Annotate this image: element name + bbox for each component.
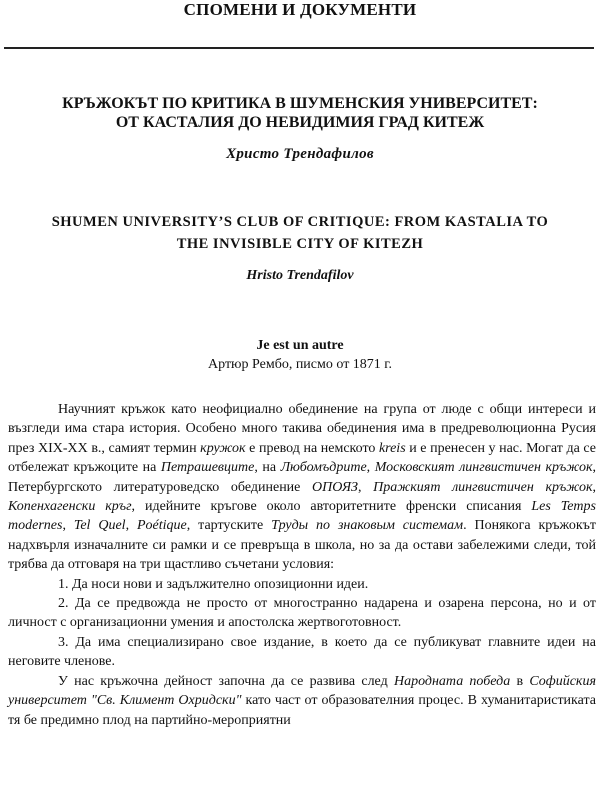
term-copenhagen-circle: Копенхагенски кръг xyxy=(8,499,132,515)
list-item-1: 1. Да носи нови и задължително опозиционни идеи. xyxy=(58,576,369,592)
term-tel-quel: Tel Quel xyxy=(73,518,126,534)
section-title: СПОМЕНИ И ДОКУМЕНТИ xyxy=(183,0,417,19)
author-name-bg: Христо Трендафилов xyxy=(226,146,374,162)
article-title-bg-line2: ОТ КАСТАЛИЯ ДО НЕВИДИМИЯ ГРАД КИТЕЖ xyxy=(115,114,485,131)
article-title-en-line2: THE INVISIBLE CITY OF KITEZH xyxy=(176,236,424,252)
header-divider xyxy=(4,47,594,49)
text-run: като част от образователния процес. В хуманитаристиката тя бе предимно плод на партийно-мероприятни xyxy=(8,693,596,728)
term-moscow-circle: Московският лингвистичен кръжок xyxy=(374,460,593,476)
term-prague-circle: Пражкият лингвистичен кръжок xyxy=(373,479,593,495)
term-kreis: kreis xyxy=(378,440,406,456)
epigraph-quote: Je est un autre xyxy=(256,338,344,353)
term-trudy: Труды по знаковым системам xyxy=(271,518,464,534)
epigraph xyxy=(0,336,600,374)
epigraph-source: Артюр Рембо, писмо от 1871 г. xyxy=(208,357,392,372)
list-item-3: 3. Да има специализирано свое издание, в което да се публикуват главните идеи на неговите членове. xyxy=(8,634,596,670)
list-item-2: 2. Да се предвожда не просто от многостранно надарена и озарена персона, но и от личност с организационни умения и апостолска жертвоготовност. xyxy=(8,596,596,631)
paragraph-2 xyxy=(8,672,596,730)
text-run: . Понякога кръжокът надхвърля изначалните си рамки и се превръща в школа, но за да остави забележими следи, той трябва да отговаря на три щастливо съчетани условия: xyxy=(8,518,596,573)
term-les-temps-modernes: Les Temps modernes xyxy=(8,499,596,534)
text-run: в xyxy=(510,673,530,689)
article-title-bg xyxy=(0,94,600,132)
text-run: , xyxy=(125,518,137,534)
text-run: и е пренесен у нас. Могат да се отбележат кръжоците на xyxy=(8,440,596,476)
text-run: , xyxy=(366,460,375,476)
term-peoples-victory: Народната победа xyxy=(393,673,511,689)
article-body xyxy=(8,400,596,730)
term-kruzhok: кружок xyxy=(200,440,246,456)
text-run: , xyxy=(357,479,374,495)
term-lyubomudri: Любомъдрите xyxy=(280,460,367,476)
term-opoyaz: ОПОЯЗ xyxy=(312,479,358,495)
text-run: , xyxy=(62,518,74,534)
article-title-en-line1: SHUMEN UNIVERSITY’S CLUB OF CRITIQUE: FROM KASTALIA TO xyxy=(51,214,549,230)
paragraph-1 xyxy=(8,400,596,575)
text-run: , на xyxy=(254,460,281,476)
author-name-en: Hristo Trendafilov xyxy=(246,268,354,283)
term-poetique: Poétique xyxy=(136,518,187,534)
text-run: , xyxy=(592,479,596,495)
article-title-bg-line1: КРЪЖОКЪТ ПО КРИТИКА В ШУМЕНСКИЯ УНИВЕРСИТЕТ: xyxy=(62,95,538,112)
text-run: , Петербургското литературоведско обединение xyxy=(8,460,596,495)
text-run: , идейните кръгове около авторитетните френски списания xyxy=(131,499,532,515)
text-run: Научният кръжок като неофициално обединение на група от люде с общи интереси и възгледи има стара история. Особено много такива обединения има в предреволюционна Русия през XIX-XX в., самият термин xyxy=(8,402,596,456)
text-run: У нас кръжочна дейност започна да се развива след xyxy=(58,673,394,689)
term-petrashevtsi: Петрашевците xyxy=(160,460,255,476)
term-sofia-university: Софийския университет "Св. Климент Охридски" xyxy=(8,673,596,709)
article-title-en xyxy=(0,211,600,255)
text-run: , тартуските xyxy=(186,518,272,534)
text-run: е превод на немското xyxy=(245,440,379,456)
